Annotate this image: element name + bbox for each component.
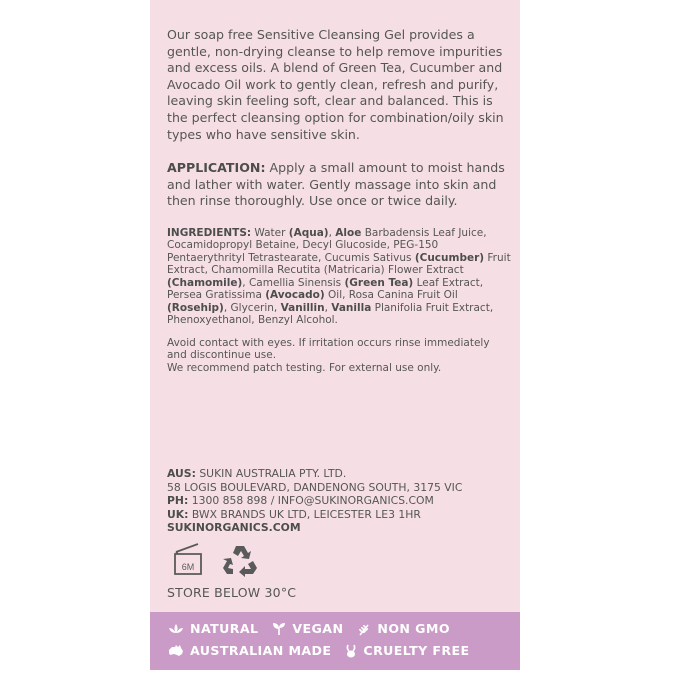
- ingredient-highlight: (Chamomile): [167, 276, 243, 289]
- label-content: [167, 27, 512, 374]
- warnings: [167, 337, 512, 375]
- ingredient-text: , Glycerin,: [223, 301, 281, 314]
- badge-vegan-label: VEGAN: [292, 621, 344, 636]
- ingredient-text: , Camellia Sinensis: [242, 276, 345, 289]
- ingredients-list: [167, 227, 512, 327]
- badge-row: [168, 621, 464, 636]
- company-address: [167, 467, 462, 535]
- bunny-icon: [345, 644, 357, 658]
- website: [167, 521, 462, 535]
- badge-bar: [150, 612, 520, 670]
- website-text: SUKINORGANICS.COM: [167, 521, 301, 534]
- aus-label: AUS:: [167, 467, 196, 480]
- lotus-icon: [168, 623, 184, 635]
- ingredient-text: ,: [328, 226, 336, 239]
- sprout-icon: [272, 622, 286, 636]
- badge-natural: [168, 621, 258, 636]
- badge-non-gmo: [357, 621, 450, 636]
- warning-line: Avoid contact with eyes. If irritation occurs rinse immediately and discontinue use.: [167, 336, 490, 362]
- badge-row: [168, 643, 484, 658]
- ph-label: PH:: [167, 494, 189, 507]
- badge-non-gmo-label: NON GMO: [377, 621, 450, 636]
- product-label: [150, 0, 520, 670]
- ingredient-highlight: Vanilla: [331, 301, 372, 314]
- australia-map-icon: [168, 644, 184, 657]
- badge-vegan: [272, 621, 343, 636]
- ingredients-text: [167, 227, 511, 327]
- ingredient-highlight: Vanillin: [280, 301, 325, 314]
- ingredient-highlight: (Avocado): [265, 289, 325, 302]
- ingredient-highlight: (Cucumber): [414, 251, 485, 264]
- badge-australian-made: [168, 643, 331, 658]
- address-phone: [167, 494, 462, 508]
- warning-line: We recommend patch testing. For external use only.: [167, 361, 442, 374]
- ingredient-text: Planifolia Fruit Extract, Phenoxyethanol, Benzyl Alcohol.: [167, 301, 494, 327]
- ingredient-text: Leaf Extract, Persea Gratissima: [167, 276, 484, 302]
- uk-text: BWX BRANDS UK LTD, LEICESTER LE3 1HR: [188, 507, 421, 521]
- application-text: Apply a small amount to moist hands and lather with water. Gently massage into skin and then rinse thoroughly. Use once or twice daily.: [167, 160, 505, 209]
- application-instructions: [167, 160, 512, 210]
- ingredient-text: Barbadensis Leaf Juice, Cocamidopropyl Betaine, Decyl Glucoside, PEG-150 Pentaerythrityl Tetrastearate, Cucumis Sativus: [167, 226, 487, 264]
- ingredient-text: ,: [324, 301, 332, 314]
- storage-instructions: STORE BELOW 30°C: [167, 585, 297, 600]
- ingredient-text: Oil, Rosa Canina Fruit Oil: [324, 289, 458, 302]
- aus-text: SUKIN AUSTRALIA PTY. LTD.: [195, 467, 347, 480]
- application-heading: APPLICATION:: [167, 160, 266, 176]
- address-aus: [167, 467, 462, 481]
- badge-australian-made-label: AUSTRALIAN MADE: [190, 643, 332, 658]
- ingredients-heading: INGREDIENTS:: [167, 226, 252, 239]
- badge-cruelty-free: [345, 643, 469, 658]
- wheat-icon: [357, 622, 371, 636]
- ingredient-highlight: (Rosehip): [167, 301, 224, 314]
- product-description: Our soap free Sensitive Cleansing Gel provides a gentle, non-drying cleanse to help remove impurities and excess oils. A blend of Green Tea, Cucumber and Avocado Oil work to gently clean, refresh and purify, leaving skin feeling soft, clear and balanced. This is the perfect cleansing option for combination/oily skin types who have sensitive skin.: [167, 27, 504, 142]
- period-after-opening-icon: [170, 540, 206, 578]
- recycle-icon: [220, 543, 260, 579]
- ingredient-highlight: Aloe: [335, 226, 362, 239]
- ingredient-highlight: (Green Tea): [344, 276, 414, 289]
- pao-label: 6M: [181, 562, 195, 572]
- ingredient-text: Fruit Extract, Chamomilla Recutita (Matricaria) Flower Extract: [167, 251, 511, 277]
- badge-cruelty-free-label: CRUELTY FREE: [363, 643, 470, 658]
- ph-text: 1300 858 898 / INFO@SUKINORGANICS.COM: [188, 494, 434, 507]
- ingredient-text: Water: [251, 226, 289, 239]
- badge-natural-label: NATURAL: [190, 621, 259, 636]
- label-symbols: [170, 540, 290, 580]
- ingredient-highlight: (Aqua): [288, 226, 329, 239]
- uk-label: UK:: [167, 507, 189, 521]
- address-uk: [167, 508, 462, 522]
- address-street: 58 LOGIS BOULEVARD, DANDENONG SOUTH, 3175 VIC: [167, 480, 463, 494]
